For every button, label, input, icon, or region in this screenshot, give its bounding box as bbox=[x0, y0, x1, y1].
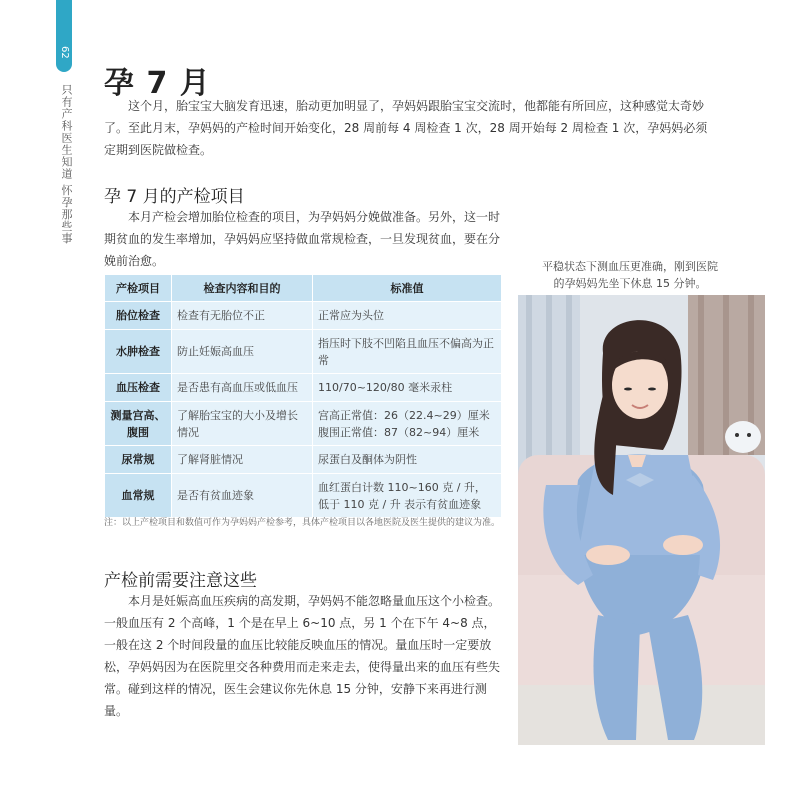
exam-item: 血压检查 bbox=[105, 374, 172, 402]
exam-item: 水肿检查 bbox=[105, 330, 172, 374]
exam-item: 尿常规 bbox=[105, 446, 172, 474]
table-row bbox=[105, 402, 502, 446]
exam-standard-line: 腹围正常值：87（82~94）厘米 bbox=[318, 425, 480, 439]
exam-standard-line: 宫高正常值：26（22.4~29）厘米 bbox=[318, 408, 490, 422]
exam-standard: 尿蛋白及酮体为阴性 bbox=[313, 446, 502, 474]
page-title: 孕 7 月 bbox=[104, 66, 211, 101]
section-paragraph-exams: 本月产检会增加胎位检查的项目，为孕妈妈分娩做准备。另外，这一时期贫血的发生率增加，孕妈妈应坚持做血常规检查，一旦发现贫血，要在分娩前治愈。 bbox=[104, 210, 501, 268]
exam-standard: 110/70~120/80 毫米汞柱 bbox=[313, 374, 502, 402]
table-header: 产检项目 bbox=[105, 275, 172, 302]
exam-content: 是否有贫血迹象 bbox=[172, 474, 313, 518]
table-row bbox=[105, 330, 502, 374]
exam-content: 是否患有高血压或低血压 bbox=[172, 374, 313, 402]
intro-paragraph-1: 这个月，胎宝宝大脑发育迅速，胎动更加明显了，孕妈妈跟胎宝宝交流时，他都能有所回应，这种感觉太奇妙了。 bbox=[104, 99, 705, 135]
table-header-row bbox=[105, 275, 502, 302]
exam-standard: 指压时下肢不凹陷且血压不偏高为正常 bbox=[313, 330, 502, 374]
exam-item: 测量宫高、腹围 bbox=[105, 402, 172, 446]
exam-content: 了解肾脏情况 bbox=[172, 446, 313, 474]
exam-item: 血常规 bbox=[105, 474, 172, 518]
table-row bbox=[105, 374, 502, 402]
exam-content: 防止妊娠高血压 bbox=[172, 330, 313, 374]
exam-standard: 正常应为头位 bbox=[313, 302, 502, 330]
exam-content: 了解胎宝宝的大小及增长情况 bbox=[172, 402, 313, 446]
table-header: 标准值 bbox=[313, 275, 502, 302]
page-number: 62 bbox=[59, 46, 70, 59]
section-title-tips: 产检前需要注意这些 bbox=[104, 571, 257, 591]
section-paragraph-tips: 本月是妊娠高血压疾病的高发期，孕妈妈不能忽略量血压这个小检查。一般血压有 2 个高峰，1 个是在早上 6~10 点，另 1 个在下午 4~8 点，一般在这 2 个时间段量的血压比较能反映血压的情况。量血压时一定要放松，孕妈妈因为在医院里交各种费用而走来走去，使得量出来的血压有些失常。碰到这样的情况，医生会建议你先休息 15 分钟，安静下来再进行测量。 bbox=[104, 594, 501, 718]
exam-standard bbox=[313, 402, 502, 446]
book-title: 只有产科医生知道 怀孕那些事 bbox=[60, 84, 73, 245]
table-header: 检查内容和目的 bbox=[172, 275, 313, 302]
exam-table bbox=[104, 274, 502, 518]
table-row bbox=[105, 474, 502, 518]
intro-paragraph-2: 至此月末，孕妈妈的产检时间开始变化，28 周前每 4 周检查 1 次，28 周开始每 2 周检查 1 次，孕妈妈必须定期到医院做检查。 bbox=[104, 121, 708, 157]
table-note: 注：以上产检项目和数值可作为孕妈妈产检参考，具体产检项目以各地医院及医生提供的建议为准。 bbox=[104, 518, 501, 528]
exam-standard: 血红蛋白计数 110~160 克 / 升，低于 110 克 / 升 表示有贫血迹象 bbox=[313, 474, 502, 518]
table-row bbox=[105, 302, 502, 330]
photo-illustration bbox=[518, 295, 765, 745]
photo-caption: 平稳状态下测血压更准确，刚到医院的孕妈妈先坐下休息 15 分钟。 bbox=[542, 260, 718, 290]
exam-content: 检查有无胎位不正 bbox=[172, 302, 313, 330]
section-title-exams: 孕 7 月的产检项目 bbox=[104, 187, 245, 207]
exam-item: 胎位检查 bbox=[105, 302, 172, 330]
pregnant-woman-photo bbox=[518, 295, 765, 745]
side-tab bbox=[56, 0, 72, 72]
table-row bbox=[105, 446, 502, 474]
